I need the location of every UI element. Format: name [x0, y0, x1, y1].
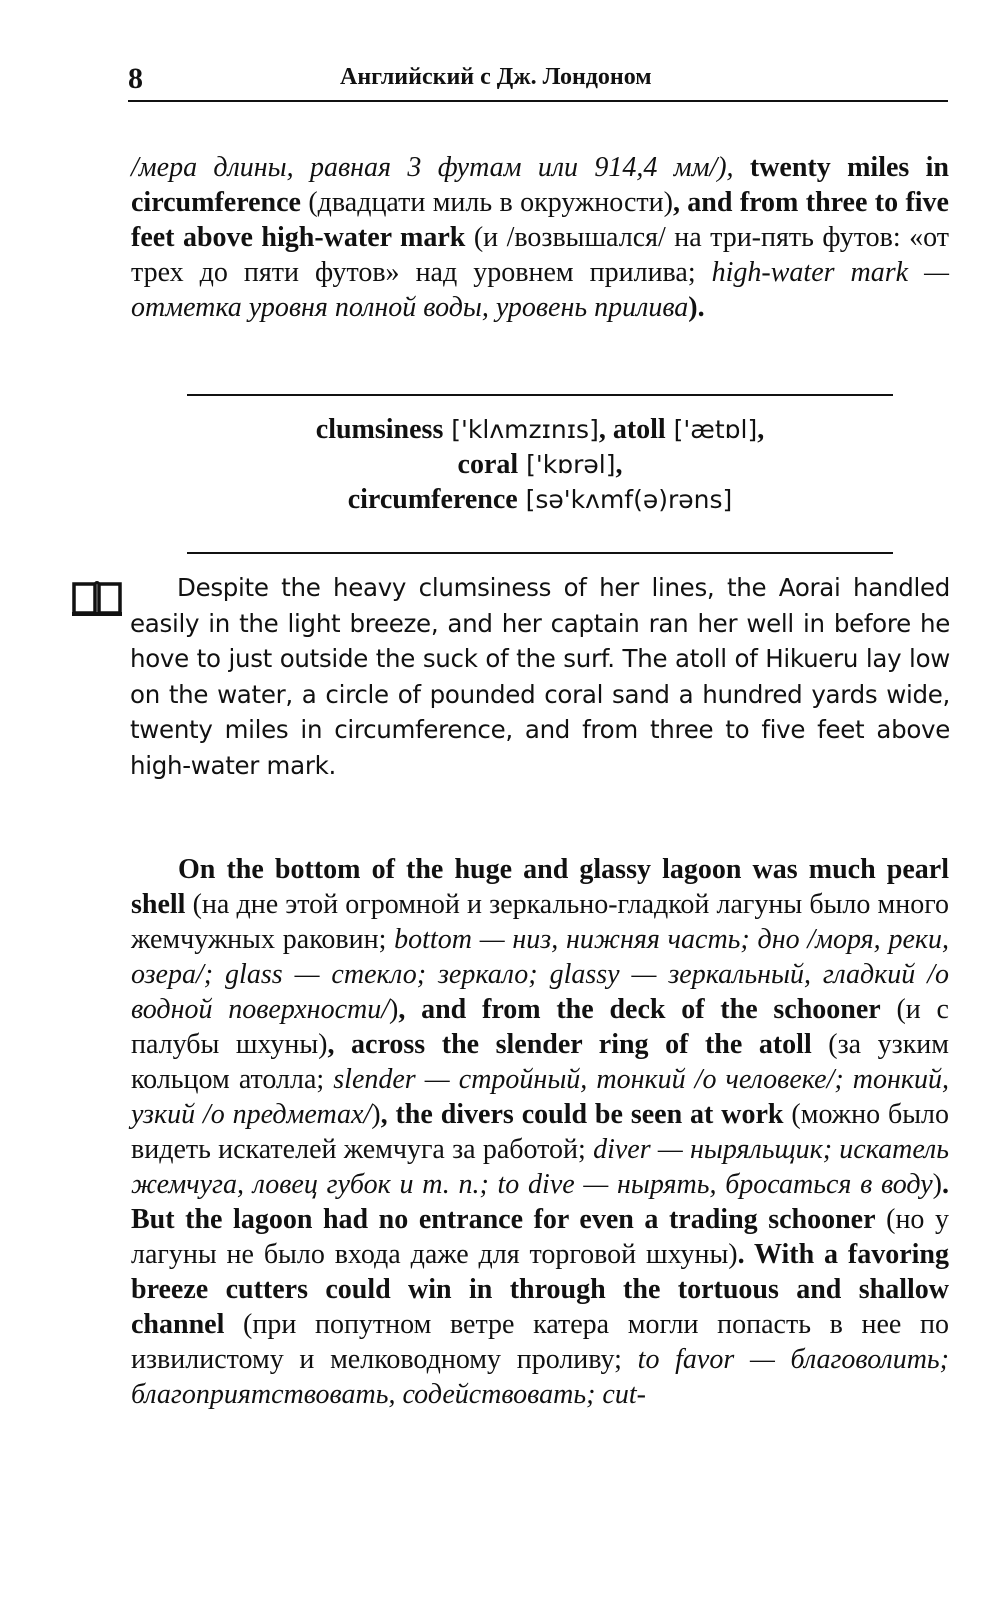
- transcription: ['ætɒl]: [665, 415, 758, 444]
- text-span: bottom — низ, нижняя часть; дно /моря, реки, озера/; glass — стекло; зеркало; glassy — зеркальный, гладкий /о водной поверхности/: [131, 924, 950, 1025]
- separator: ,: [757, 414, 765, 445]
- word: clumsiness: [315, 414, 444, 445]
- text-span: ): [371, 1099, 381, 1130]
- header-rule: [128, 100, 948, 102]
- text-span: (и /возвышался/ на три-пять футов: «от трех до пяти футов» над уровнем прилива;: [131, 222, 949, 288]
- text-span: diver — ныряльщик; искатель жемчуга, ловец губок и т. п.; to dive — нырять, бросаться в воду: [131, 1134, 949, 1200]
- text-span: , and from three to five feet above high-water mark: [131, 187, 949, 253]
- pronunciation-line-2: [131, 447, 949, 482]
- text-span: high-water mark — отметка уровня полной воды, уровень прилива: [131, 257, 950, 323]
- english-original-text: Despite the heavy clumsiness of her lines, the Aorai handled easily in the light breeze, and her captain ran her well in before he hove to just outside the suck of the surf. The atoll of Hikueru lay low on the water, a circle of pounded coral sand a hundred yards wide, twenty miles in circumference, and from three to five feet above high-water mark.: [130, 573, 950, 780]
- text-span: (при попутном ветре катера могли попасть в нее по извилистому и мелководному проливу;: [131, 1309, 949, 1375]
- text-span: (можно было видеть искателей жемчуга за работой;: [131, 1099, 949, 1165]
- text-span: , the divers could be seen at work: [380, 1099, 784, 1130]
- text-span: , across the slender ring of the atoll: [327, 1029, 812, 1060]
- paragraph-1: [131, 150, 949, 325]
- text-span: (но у лагуны не было входа даже для торговой шхуны): [131, 1204, 949, 1270]
- text-span: . With a favoring breeze cutters could win in through the tortuous and shallow channel: [131, 1239, 949, 1340]
- text-span: (на дне этой огромной и зеркально-гладкой лагуны было много жемчужных раковин;: [131, 889, 949, 955]
- text-span: . But the lagoon had no entrance for even a trading schooner: [131, 1169, 949, 1235]
- text-span: to favor — благоволить; благоприятствовать, содействовать; cut-: [131, 1344, 949, 1410]
- pronunciation-line-1: [131, 412, 949, 447]
- text-span: slender — стройный, тонкий /о человеке/; тонкий, узкий /о предметах/: [131, 1064, 949, 1130]
- running-title: Английский с Дж. Лондоном: [340, 64, 652, 90]
- page-number: 8: [128, 62, 143, 95]
- text-span: (за узким кольцом атолла;: [131, 1029, 950, 1095]
- text-span: ): [932, 1169, 942, 1200]
- text-span: (двадцати миль в окружности): [300, 187, 673, 218]
- paragraph-3: [131, 852, 949, 1412]
- text-span: ).: [688, 292, 705, 323]
- text-span: , and from the deck of the schooner: [398, 994, 881, 1025]
- word: coral: [457, 449, 519, 480]
- transcription: ['kɒrəl]: [518, 450, 616, 479]
- pronunciation-block: [131, 412, 949, 517]
- open-book-icon: [71, 580, 123, 618]
- separator-rule-bottom: [187, 552, 893, 554]
- transcription: [sə'kʌmf(ə)rəns]: [517, 485, 733, 514]
- separator-rule-top: [187, 394, 893, 396]
- separator: ,: [598, 414, 613, 445]
- text-span: /мера длины, равная 3 футам или 914,4 мм/),: [131, 152, 750, 183]
- transcription: ['klʌmzɪnɪs]: [443, 415, 599, 444]
- pronunciation-line-3: [131, 482, 949, 517]
- word: circumference: [347, 484, 518, 515]
- text-span: (и с палубы шхуны): [131, 994, 949, 1060]
- text-span: On the bottom of the huge and glassy lagoon was much pearl shell: [131, 854, 949, 920]
- word: atoll: [612, 414, 666, 445]
- text-span: ): [389, 994, 399, 1025]
- text-span: twenty miles in circumference: [131, 152, 949, 218]
- separator: ,: [615, 449, 623, 480]
